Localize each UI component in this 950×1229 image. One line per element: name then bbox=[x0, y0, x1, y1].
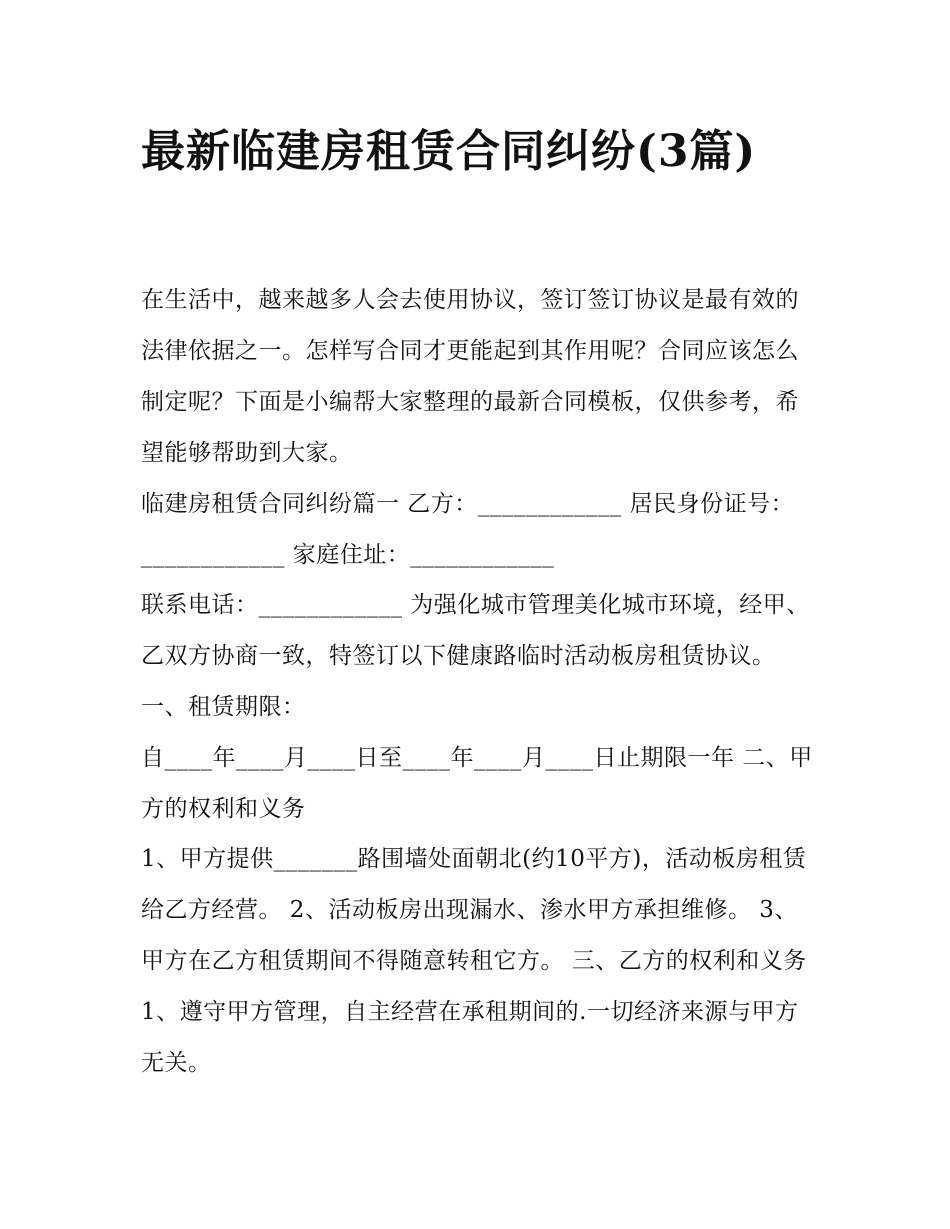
document-title: 最新临建房租赁合同纠纷(3篇) bbox=[141, 126, 757, 177]
contact-paragraph: 联系电话：____________ 为强化城市管理美化城市环境，经甲、乙双方协商一致，特签订以下健康路临时活动板房租赁协议。 一、租赁期限： bbox=[141, 592, 810, 720]
party-info-paragraph: 临建房租赁合同纠纷篇一 乙方：____________ 居民身份证号：____________ 家庭住址：____________ bbox=[141, 491, 795, 568]
lease-term-paragraph: 自____年____月____日至____年____月____日止期限一年 二、甲方的权利和义务 bbox=[141, 745, 813, 822]
obligations-paragraph: 1、甲方提供_______路围墙处面朝北(约10平方)，活动板房租赁给乙方经营。 2、活动板房出现漏水、渗水甲方承担维修。 3、甲方在乙方租赁期间不得随意转租它方。 三、乙方的权利和义务 1、遵守甲方管理，自主经营在承租期间的.一切经济来源与甲方无关。 bbox=[141, 846, 807, 1076]
intro-paragraph: 在生活中，越来越多人会去使用协议，签订签订协议是最有效的法律依据之一。怎样写合同才更能起到其作用呢？合同应该怎么制定呢？下面是小编帮大家整理的最新合同模板，仅供参考，希望能够帮助到大家。 bbox=[141, 287, 799, 466]
